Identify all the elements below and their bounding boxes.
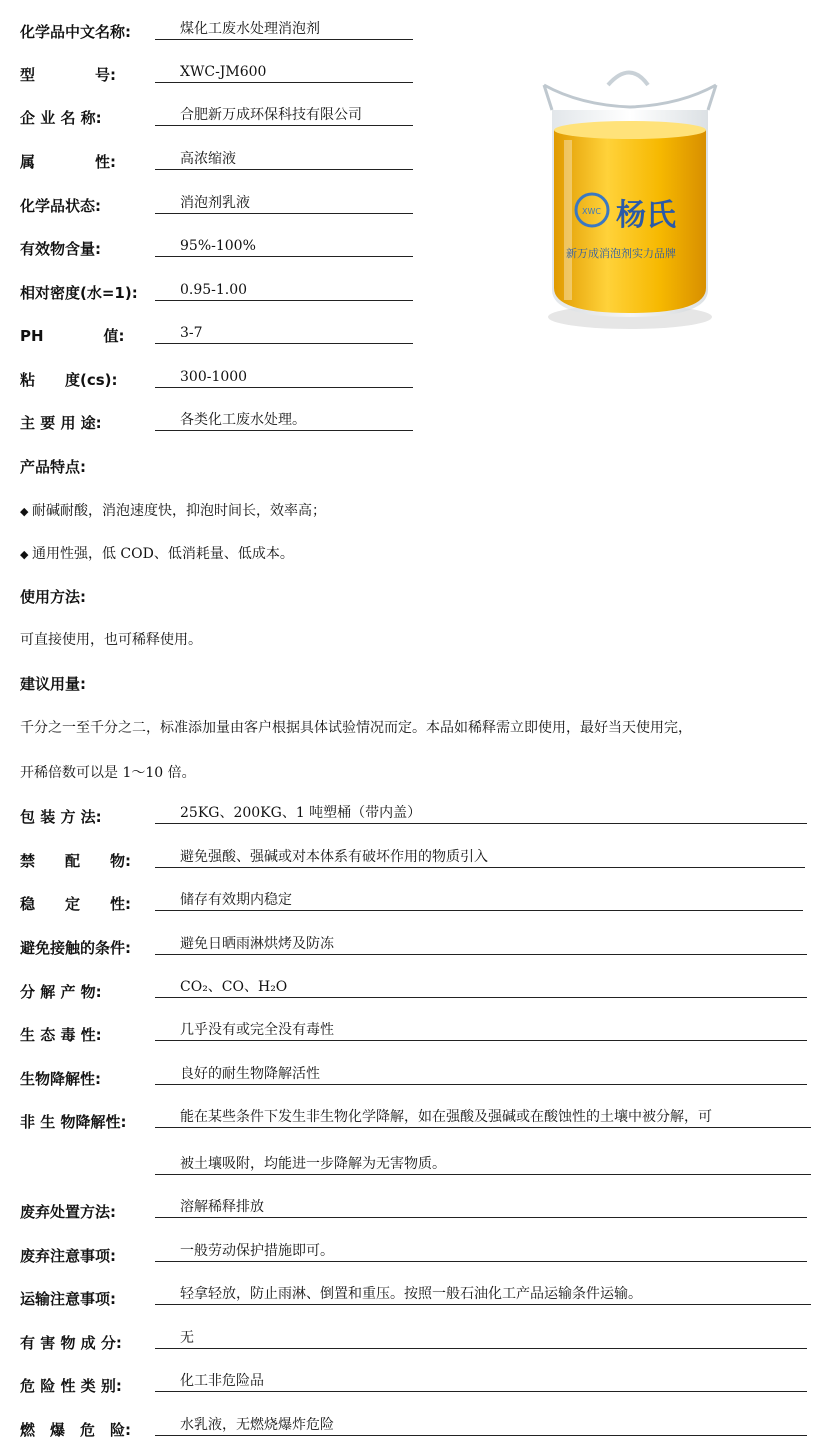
- spec-value: 煤化工废水处理消泡剂: [155, 18, 413, 40]
- spec-label: PH 值:: [20, 327, 125, 345]
- spec-value: 能在某些条件下发生非生物化学降解，如在强酸及强碱或在酸蚀性的土壤中被分解，可: [155, 1106, 811, 1128]
- spec-label: 生物降解性:: [20, 1070, 101, 1088]
- feature-item: ◆ 耐碱耐酸，消泡速度快，抑泡时间长，效率高；: [20, 500, 326, 520]
- spec-label: 化学品中文名称:: [20, 23, 131, 41]
- spec-label: 企 业 名 称:: [20, 109, 102, 127]
- top-spec-6: [20, 277, 155, 303]
- bottom-spec-5: [20, 1019, 155, 1045]
- spec-value: 水乳液，无燃烧爆炸危险: [155, 1414, 807, 1436]
- spec-label: 废弃注意事项:: [20, 1247, 116, 1265]
- bottom-spec-12: [20, 1327, 155, 1353]
- spec-label: 燃 爆 危 险:: [20, 1421, 131, 1439]
- spec-label: 属 性:: [20, 153, 116, 171]
- top-spec-9: [20, 407, 155, 433]
- top-spec-1: [20, 59, 155, 85]
- spec-label: 危 险 性 类 别:: [20, 1377, 122, 1395]
- spec-value: 高浓缩液: [155, 148, 413, 170]
- top-spec-5: [20, 233, 155, 259]
- spec-label: 非 生 物降解性:: [20, 1113, 127, 1131]
- features-title: 产品特点:: [20, 458, 86, 476]
- spec-value: 300-1000: [155, 366, 413, 388]
- top-spec-7: [20, 320, 155, 346]
- spec-label: 化学品状态:: [20, 197, 101, 215]
- spec-value: 合肥新万成环保科技有限公司: [155, 104, 413, 126]
- spec-label: 废弃处置方法:: [20, 1203, 116, 1221]
- top-spec-2: [20, 102, 155, 128]
- spec-label: 生 态 毒 性:: [20, 1026, 102, 1044]
- bottom-spec-6: [20, 1063, 155, 1089]
- spec-value: 储存有效期内稳定: [155, 889, 803, 911]
- top-spec-8: [20, 364, 155, 390]
- spec-label: 相对密度(水=1):: [20, 284, 138, 302]
- dosage-title: 建议用量:: [20, 675, 86, 693]
- spec-value: 各类化工废水处理。: [155, 409, 413, 431]
- spec-value: 消泡剂乳液: [155, 192, 413, 214]
- spec-label: 主 要 用 途:: [20, 414, 102, 432]
- dosage-line2: 开稀倍数可以是 1～10 倍。: [20, 765, 196, 781]
- bottom-spec-14: [20, 1414, 155, 1440]
- spec-label: 有 害 物 成 分:: [20, 1334, 122, 1352]
- spec-value: XWC-JM600: [155, 61, 413, 83]
- spec-label: 型 号:: [20, 66, 116, 84]
- spec-value: 良好的耐生物降解活性: [155, 1063, 807, 1085]
- beaker-product-image: [530, 55, 730, 345]
- spec-value: CO₂、CO、H₂O: [155, 976, 807, 998]
- spec-value: 一般劳动保护措施即可。: [155, 1240, 807, 1262]
- top-spec-4: [20, 190, 155, 216]
- beaker-brand-text: 杨氏: [616, 198, 676, 233]
- feature-item: ◆ 通用性强，低 COD、低消耗量、低成本。: [20, 543, 294, 563]
- bottom-spec-4: [20, 976, 155, 1002]
- spec-label: 运输注意事项:: [20, 1290, 116, 1308]
- spec-value: 25KG、200KG、1 吨塑桶（带内盖）: [155, 802, 807, 824]
- bottom-spec-0: [20, 801, 155, 827]
- top-spec-3: [20, 146, 155, 172]
- bottom-spec-2: [20, 888, 155, 914]
- spec-value: 3-7: [155, 322, 413, 344]
- spec-value: 避免日晒雨淋烘烤及防冻: [155, 933, 807, 955]
- bottom-spec-7: [20, 1106, 155, 1132]
- spec-label: 稳 定 性:: [20, 895, 131, 913]
- spec-label: 避免接触的条件:: [20, 939, 131, 957]
- bottom-spec-9: [20, 1196, 155, 1222]
- bottom-spec-10: [20, 1240, 155, 1266]
- bottom-spec-1: [20, 845, 155, 871]
- spec-label: 分 解 产 物:: [20, 983, 102, 1001]
- spec-label: 有效物含量:: [20, 240, 101, 258]
- spec-value: 几乎没有或完全没有毒性: [155, 1019, 807, 1041]
- dosage-line1: 千分之一至千分之二，标准添加量由客户根据具体试验情况而定。本品如稀释需立即使用，最好当天使用完，: [20, 720, 692, 736]
- spec-value: 95%-100%: [155, 235, 413, 257]
- spec-label: 禁 配 物:: [20, 852, 131, 870]
- spec-value: 轻拿轻放，防止雨淋、倒置和重压。按照一般石油化工产品运输条件运输。: [155, 1283, 811, 1305]
- bottom-spec-11: [20, 1283, 155, 1309]
- usage-title: 使用方法:: [20, 588, 86, 606]
- bottom-spec-13: [20, 1370, 155, 1396]
- spec-value: 0.95-1.00: [155, 279, 413, 301]
- beaker-slogan-text: 新万成消泡剂实力品牌: [566, 247, 676, 260]
- usage-text: 可直接使用，也可稀释使用。: [20, 632, 202, 648]
- spec-value: 溶解稀释排放: [155, 1196, 807, 1218]
- spec-value-continued: 被土壤吸附，均能进一步降解为无害物质。: [155, 1153, 811, 1175]
- spec-value: 无: [155, 1327, 807, 1349]
- spec-label: 粘 度(cs):: [20, 371, 118, 389]
- top-spec-0: [20, 16, 155, 42]
- spec-value: 避免强酸、强碱或对本体系有破坏作用的物质引入: [155, 846, 805, 868]
- spec-value: 化工非危险品: [155, 1370, 807, 1392]
- spec-label: 包 装 方 法:: [20, 808, 102, 826]
- beaker-logo-text: XWC: [582, 207, 601, 216]
- bottom-spec-3: [20, 932, 155, 958]
